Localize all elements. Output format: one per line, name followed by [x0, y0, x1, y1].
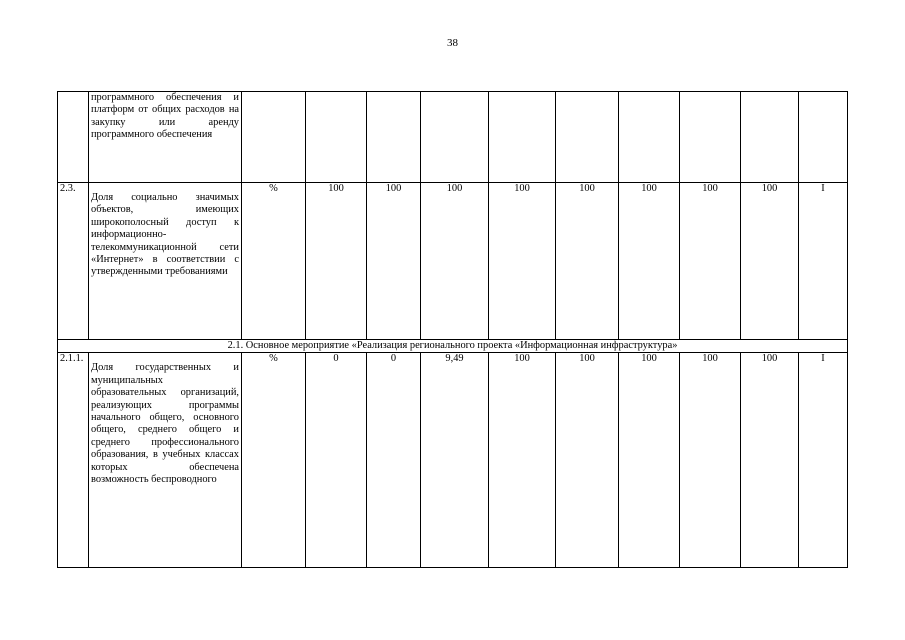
section-heading: 2.1. Основное мероприятие «Реализация регионального проекта «Информационная инфраструктура» — [58, 340, 848, 353]
row-value: 100 — [619, 353, 680, 568]
row-value — [799, 92, 848, 183]
row-value — [489, 92, 556, 183]
row-value: 0 — [306, 353, 367, 568]
indicators-table — [57, 91, 848, 568]
row-value — [556, 92, 619, 183]
table-row — [58, 353, 848, 568]
row-value — [680, 92, 741, 183]
row-value: I — [799, 353, 848, 568]
row-value — [421, 92, 489, 183]
row-value: 100 — [306, 183, 367, 340]
row-value: 100 — [680, 183, 741, 340]
row-unit — [242, 92, 306, 183]
row-number: 2.3. — [58, 183, 89, 340]
row-value — [367, 92, 421, 183]
row-value: 100 — [489, 353, 556, 568]
row-value — [619, 92, 680, 183]
row-description: Доля государственных и муниципальных образовательных организаций, реализующих программы начального общего, основного общего, среднего общего и среднего профессионального образования, в учебных классах которых обеспечена возможность беспроводного — [89, 353, 242, 568]
row-value: 100 — [421, 183, 489, 340]
row-value: 100 — [556, 353, 619, 568]
row-description: Доля социально значимых объектов, имеющих широкополосный доступ к информационно-телекоммуникационной сети «Интернет» в соответствии с утвержденными требованиями — [89, 183, 242, 340]
row-number: 2.1.1. — [58, 353, 89, 568]
row-value: 100 — [489, 183, 556, 340]
row-value: 0 — [367, 353, 421, 568]
row-value: I — [799, 183, 848, 340]
row-value: 100 — [680, 353, 741, 568]
row-unit: % — [242, 183, 306, 340]
row-unit: % — [242, 353, 306, 568]
row-value — [306, 92, 367, 183]
row-value — [741, 92, 799, 183]
table-row — [58, 92, 848, 183]
row-value: 100 — [741, 183, 799, 340]
section-row — [58, 340, 848, 353]
page-number: 38 — [447, 37, 458, 49]
row-value: 100 — [619, 183, 680, 340]
row-value: 100 — [556, 183, 619, 340]
row-number — [58, 92, 89, 183]
row-description: программного обеспечения и платформ от общих расходов на закупку или аренду программного обеспечения — [89, 92, 242, 183]
row-value: 100 — [367, 183, 421, 340]
row-value: 100 — [741, 353, 799, 568]
row-value: 9,49 — [421, 353, 489, 568]
table-row — [58, 183, 848, 340]
